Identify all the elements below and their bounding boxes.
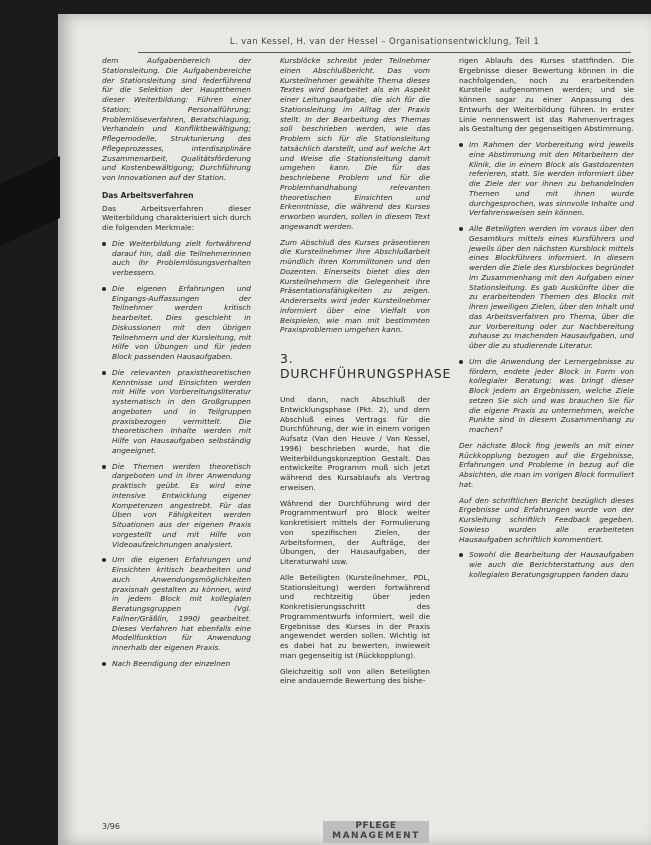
thumb-tab-marker bbox=[0, 156, 60, 246]
list-item: Die Themen werden theoretisch dargeboten und in ihrer Anwendung praktisch geübt. Es wird eine intensive Entwicklung eigener Kompetenzen angestrebt. Für das Üben von Fähigkeiten werden Situationen aus der eigenen Praxis vorgestellt und mit Hilfe von Videoaufzeichnungen analysiert. bbox=[102, 462, 251, 550]
column-3 bbox=[459, 56, 634, 586]
bullet-icon bbox=[102, 558, 106, 562]
list-item: Die eigenen Erfahrungen und Eingangs-Auffassungen der Teilnehmer werden kritisch bearbeitet. Dies geschieht in Diskussionen mit den übrigen Teilnehmern und der Kursleitung, mit Hilfe von Übungen und für jeden Block passenden Hausaufgaben. bbox=[102, 284, 251, 362]
feedback-list bbox=[459, 550, 634, 579]
paragraph: rigen Ablaufs des Kurses stattfinden. Die Ergebnisse dieser Bewertung können in die nachfolgenden, noch zu erarbeitenden Kursteile aufgenommen werden; und sie können sogar zu einer Anpassung des Entwurfs der Weiterbildung führen. In erster Linie nennenswert ist das Rahmenvertrages als Gestaltung der gegenseitigen Abstimmung. bbox=[459, 56, 634, 134]
list-item: Um die eigenen Erfahrungen und Einsichten kritisch bearbeiten und auch Anwendungsmöglichkeiten praxisnah gestalten zu können, wird in jedem Block mit kollegialen Beratungsgruppen (Vgl. Fallner/Gräßlin, 1990) gearbeitet. Dieses Verfahren hat ebenfalls eine Modellfunktion für Anwendung innerhalb der eigenen Praxis. bbox=[102, 555, 251, 653]
magazine-page bbox=[58, 14, 651, 845]
list-item: Die relevanten praxistheoretischen Kenntnisse und Einsichten werden mit Hilfe von Vorbereitungsliteratur systematisch in den Großgruppen angeboten und in Teilgruppen praxisbezogen vermittelt. Die theoretischen Inhalte werden mit Hilfe von Hausaufgaben selbständig angeeignet. bbox=[102, 368, 251, 456]
list-item: Alle Beteiligten werden im voraus über den Gesamtkurs mittels eines Kursführers und jeweils über den nächsten Kursblock mittels eines Blockführers informiert. In diesem werden die Ziele des Kursblockes begründet im Zusammenhang mit den Aufgaben einer Stationsleitung. Es gab Auskünfte über die zu erarbeitenden Themen des Blocks mit ihren jeweiligen Zielen, über den Inhalt und das Arbeitsverfahren pro Thema, über die zur Vorbereitung oder zur Nachbereitung zuhause zu machenden Hausaufgaben, und über die zu studierende Literatur. bbox=[459, 224, 634, 351]
bullet-icon bbox=[102, 465, 106, 469]
running-header: L. van Kessel, H. van der Hessel – Organisationsentwicklung, Teil 1 bbox=[138, 34, 631, 53]
list-item: Um die Anwendung der Lernergebnisse zu fördern, endete jeder Block in Form von kollegialer Beratung; was bringt dieser Block jedem an Ergebnissen, welche Ziele setzen Sie sich und was brauchen Sie für die eigene Praxis zu unternehmen, welche Punkte sind in diesem Zusammenhang zu machen? bbox=[459, 357, 634, 435]
bullet-icon bbox=[459, 360, 463, 364]
list-item: Sowohl die Bearbeitung der Hausaufgaben wie auch die Berichterstattung aus den kollegialen Beratungsgruppen fanden dazu bbox=[459, 550, 634, 579]
bullet-icon bbox=[102, 371, 106, 375]
paragraph: Der nächste Block fing jeweils an mit einer Rückkopplung bezogen auf die Ergebnisse, Erfahrungen und Probleme in bezug auf die Absichten, die man im vorigen Block formuliert hat. bbox=[459, 440, 634, 489]
paragraph: Zum Abschluß des Kurses präsentieren die Kursteilnehmer ihre Abschlußarbeit mündlich ihren Kommilitonen und den Dozenten. Einerseits bietet dies den Kursteilnehmern die Gelegenheit ihre Präsentationsfähigkeiten zu zeigen. Andererseits wird jeder Kursteilnehmer informiert über eine Vielfalt von Beispielen, wie man mit bestimmten Praxisproblemen umgehen kann. bbox=[280, 237, 430, 335]
column-2 bbox=[280, 56, 452, 692]
column-1 bbox=[102, 56, 251, 675]
paragraph: Kursblöcke schreibt jeder Teilnehmer einen Abschlußbericht. Das vom Kursteilnehmer gewählte Thema dieses Textes wird bearbeitet als ein Aspekt einer Leitungsaufgabe, die sich für die Stationsleitung im Alltag der Praxis stellt. In der Bearbeitung des Themas soll beschrieben werden, wie das Problem sich für die Stationsleitung tatsächlich darstellt, und auf welche Art und Weise die Stationsleitung damit umgehen kann. Die für das beschriebene Problem und für die Problemhandhabung relevanten theoretischen Einsichten und Erkenntnisse, die während des Kurses erworben wurden, sollen in diesem Text angewandt werden. bbox=[280, 56, 430, 231]
list-item: Die Weiterbildung zielt fortwährend darauf hin, daß die Teilnehmerinnen auch ihr Problemlösungsverhalten verbessern. bbox=[102, 239, 251, 278]
bullet-icon bbox=[459, 553, 463, 557]
section-intro: Das Arbeitsverfahren dieser Weiterbildung charakterisiert sich durch die folgenden Merkmale: bbox=[102, 203, 251, 232]
paragraph: Und dann, nach Abschluß der Entwicklungsphase (Pkt. 2), und dem Abschluß eines Vertrags für die Durchführung, der wie in einem vorigen Aufsatz (Van den Heuve / Van Kessel, 1996) beschrieben wurde, hat die Weiterbildungskonzeption Gestalt. Das entwickelte Programm muß sich jetzt während des Kursablaufs als Vertrag erweisen. bbox=[280, 395, 430, 492]
paragraph: Alle Beteiligten (Kursteilnehmer, PDL, Stationsleitung) werden fortwährend und rechtzeitig über jeden Konkretisierungsschritt des Programmentwurfs informiert, weil die Ergebnisse des Kurses in der Praxis angewendet werden sollen. Wichtig ist es dabei hat zu bewerten, inwieweit man gegenseitig ist (Rückkopplung). bbox=[280, 572, 430, 660]
bullet-icon bbox=[102, 287, 106, 291]
intro-paragraph: dem Aufgabenbereich der Stationsleitung. Die Aufgabenbereiche der Stationsleitung sind federführend für die Selektion der Hauptthemen dieser Weiterbildung: Führen einer Station; Personalführung; Problemlöseverfahren, Beratschlagung, Verhandeln und Konfliktbewältigung; Pflegemodelle, Strukturierung des Pflegeprozesses, interdisziplinäre Zusammenarbeit, Qualitätsförderung und Kostenbewältigung; Durchführung von Innovationen auf der Station. bbox=[102, 56, 251, 182]
section-heading: Das Arbeitsverfahren bbox=[102, 190, 194, 200]
bullet-icon bbox=[459, 227, 463, 231]
chapter-heading: 3. DURCHFÜHRUNGSPHASE bbox=[280, 351, 452, 381]
list-item: Nach Beendigung der einzelnen bbox=[102, 659, 251, 669]
bullet-icon bbox=[459, 143, 463, 147]
coordination-list bbox=[459, 140, 634, 435]
paragraph: Auf den schriftlichen Bericht bezüglich dieses Ergebnisse und Erfahrungen wurde von der Kursleitung schriftlich Feedback gegeben. Sowieso wurden alle erarbeiteten Hausaufgaben schriftlich kommentiert. bbox=[459, 495, 634, 544]
bullet-icon bbox=[102, 662, 106, 666]
page-number: 3/96 bbox=[102, 822, 120, 831]
method-list bbox=[102, 239, 251, 669]
magazine-logo: PFLEGE MANAGEMENT bbox=[323, 821, 429, 843]
paragraph: Während der Durchführung wird der Programmentwurf pro Block weiter konkretisiert mittels der Formulierung von spezifischen Zielen, der Arbeitsformen, der Aufträge, der Übungen, der Hausaufgaben, der Literaturwahl usw. bbox=[280, 498, 430, 566]
paragraph: Gleichzeitig soll von allen Beteiligten eine andauernde Bewertung des bishe- bbox=[280, 666, 430, 686]
bullet-icon bbox=[102, 242, 106, 246]
list-item: Im Rahmen der Vorbereitung wird jeweils eine Abstimmung mit den Mitarbeitern der Klinik, die in einem Block als Gastdozenten referieren, statt. Sie werden informiert über die Ziele der vor ihnen zu behandelnden Themen und mit ihnen wurde durchgesprochen, was sinnvolle Inhalte und Verfahrensweisen sein können. bbox=[459, 140, 634, 218]
